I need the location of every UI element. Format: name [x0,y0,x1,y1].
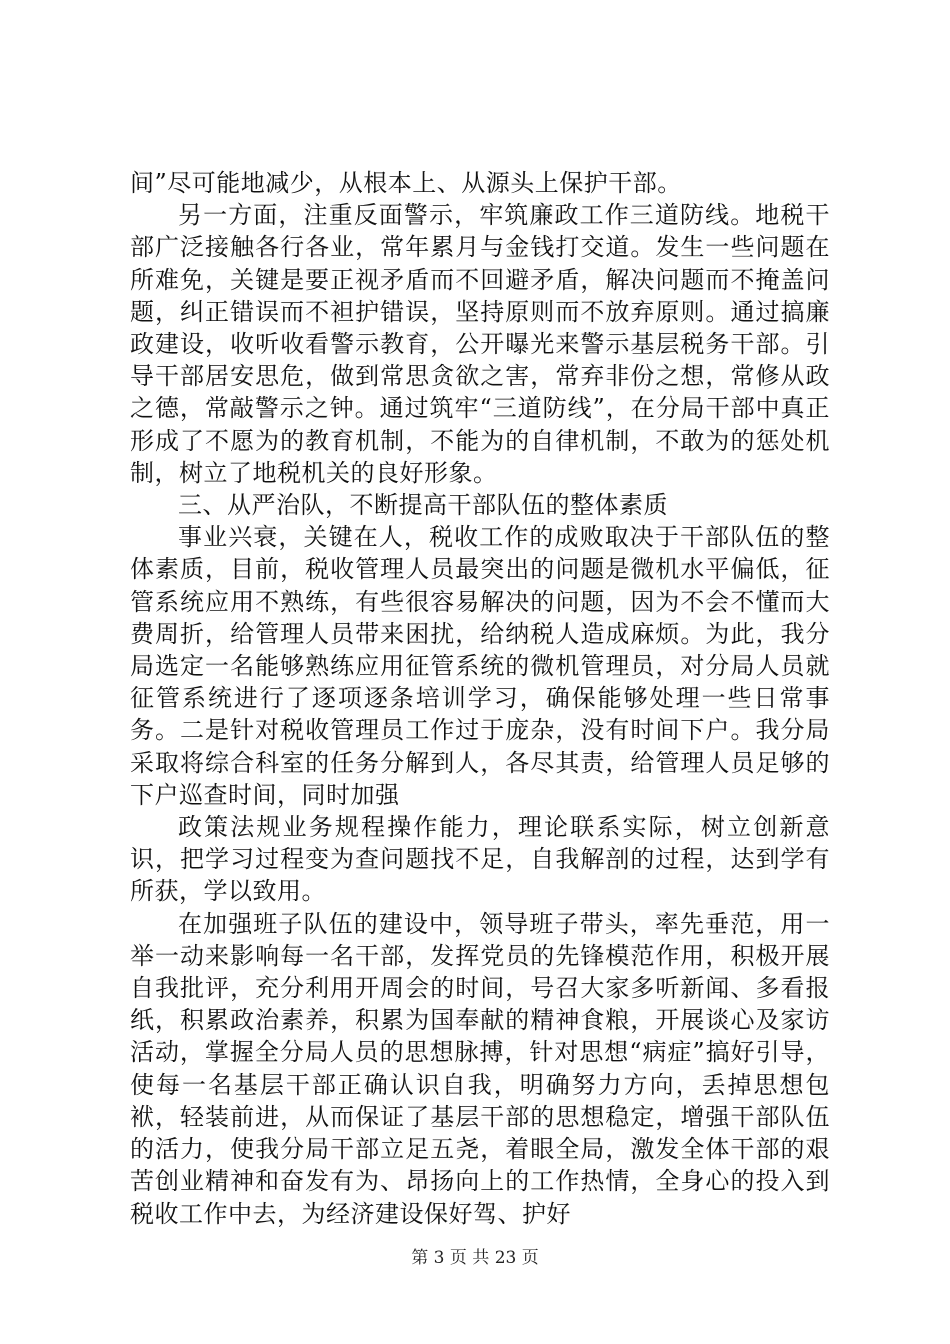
paragraph-leadership-building: 在加强班子队伍的建设中，领导班子带头，率先垂范，用一举一动来影响每一名干部，发挥党员的先锋模范作用，积极开展自我批评，充分利用开周会的时间，号召大家多听新闻、多看报纸，积累政治素养，积累为国奉献的精神食粮，开展谈心及家访活动，掌握全分局人员的思想脉搏，针对思想“病症”搞好引导，使每一名基层干部正确认识自我，明确努力方向，丢掉思想包袱，轻装前进，从而保证了基层干部的思想稳定，增强干部队伍的活力，使我分局干部立足五尧，着眼全局，激发全体干部的艰苦创业精神和奋发有为、昂扬向上的工作热情，全身心的投入到税收工作中去，为经济建设保好驾、护好 [130,909,830,1228]
paragraph-continuation: 间”尽可能地减少，从根本上、从源头上保护干部。 [130,169,682,197]
paragraph-team-quality: 事业兴衰，关键在人，税收工作的成败取决于干部队伍的整体素质，目前，税收管理人员最突出的问题是微机水平偏低，征管系统应用不熟练，有些很容易解决的问题，因为不会不懂而大费周折，给管理人员带来困扰，给纳税人造成麻烦。为此，我分局选定一名能够熟练应用征管系统的微机管理员，对分局人员就征管系统进行了逐项逐条培训学习，确保能够处理一些日常事务。二是针对税收管理员工作过于庞杂，没有时间下户。我分局采取将综合科室的任务分解到人，各尽其责，给管理人员足够的下户巡查时间，同时加强 [130,523,830,809]
section-heading-three: 三、从严治队，不断提高干部队伍的整体素质 [178,491,668,520]
page-number-footer: 第 3 页 共 23 页 [411,1248,539,1268]
paragraph-warning-defense: 另一方面，注重反面警示，牢筑廉政工作三道防线。地税干部广泛接触各行各业，常年累月与金钱打交道。发生一些问题在所难免，关键是要正视矛盾而不回避矛盾，解决问题而不掩盖问题，纠正错误而不袒护错误，坚持原则而不放弃原则。通过搞廉政建设，收听收看警示教育，公开曝光来警示基层税务干部。引导干部居安思危，做到常思贪欲之害，常弃非份之想，常修从政之德，常敲警示之钟。通过筑牢“三道防线”，在分局干部中真正形成了不愿为的教育机制，不能为的自律机制，不敢为的惩处机制，树立了地税机关的良好形象。 [130,201,830,487]
paragraph-policy-ability: 政策法规业务规程操作能力，理论联系实际，树立创新意识，把学习过程变为查问题找不足，自我解剖的过程，达到学有所获，学以致用。 [130,813,830,906]
document-body [130,167,830,1230]
